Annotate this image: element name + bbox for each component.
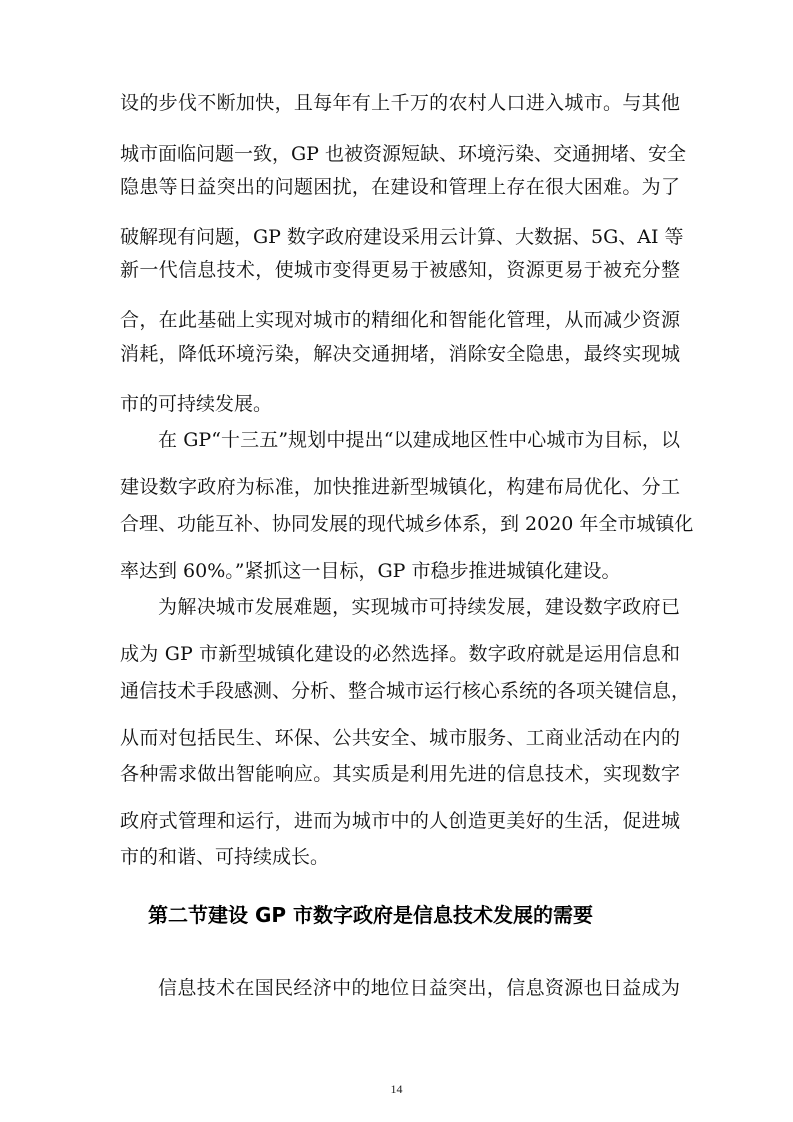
paragraph-2-line-3: 合理、功能互补、协同发展的现代城乡体系，到 2020 年全市城镇化 <box>120 513 694 535</box>
paragraph-3-line-3: 通信技术手段感测、分析、整合城市运行核心系统的各项关键信息， <box>120 680 691 702</box>
paragraph-1-line-2: 城市面临问题一致，GP 也被资源短缺、环境污染、交通拥堵、安全 <box>120 143 687 165</box>
paragraph-2-line-2: 建设数字政府为标准，加快推进新型城镇化，构建布局优化、分工 <box>120 476 680 498</box>
paragraph-3-line-1: 为解决城市发展难题，实现城市可持续发展，建设数字政府已 <box>158 596 680 618</box>
page-number: 14 <box>390 1082 403 1096</box>
paragraph-3-line-5: 各种需求做出智能响应。其实质是利用先进的信息技术，实现数字 <box>120 763 680 785</box>
section-paragraph-line-1: 信息技术在国民经济中的地位日益突出，信息资源也日益成为 <box>158 977 680 999</box>
paragraph-1-line-8: 市的可持续发展。 <box>120 393 273 415</box>
paragraph-1-line-4: 破解现有问题，GP 数字政府建设采用云计算、大数据、5G、AI 等 <box>120 226 684 248</box>
paragraph-3-line-2: 成为 GP 市新型城镇化建设的必然选择。数字政府就是运用信息和 <box>120 643 680 665</box>
paragraph-3-line-6: 政府式管理和运行，进而为城市中的人创造更美好的生活，促进城 <box>120 810 680 832</box>
paragraph-1-line-7: 消耗，降低环境污染，解决交通拥堵，消除安全隐患，最终实现城 <box>120 343 680 365</box>
paragraph-1-line-3: 隐患等日益突出的问题困扰，在建设和管理上存在很大困难。为了 <box>120 176 680 198</box>
paragraph-1-line-6: 合，在此基础上实现对城市的精细化和智能化管理，从而减少资源 <box>120 309 680 331</box>
paragraph-1-line-1: 设的步伐不断加快，且每年有上千万的农村人口进入城市。与其他 <box>120 92 680 114</box>
paragraph-2-line-1: 在 GP“十三五”规划中提出“以建成地区性中心城市为目标，以 <box>158 429 680 451</box>
paragraph-2-line-4: 率达到 60%。”紧抓这一目标，GP 市稳步推进城镇化建设。 <box>120 560 621 582</box>
paragraph-3-line-7: 市的和谐、可持续成长。 <box>120 846 330 868</box>
section-heading: 第二节建设 GP 市数字政府是信息技术发展的需要 <box>148 903 593 927</box>
paragraph-3-line-4: 从而对包括民生、环保、公共安全、城市服务、工商业活动在内的 <box>120 727 680 749</box>
paragraph-1-line-5: 新一代信息技术，使城市变得更易于被感知，资源更易于被充分整 <box>120 259 680 281</box>
